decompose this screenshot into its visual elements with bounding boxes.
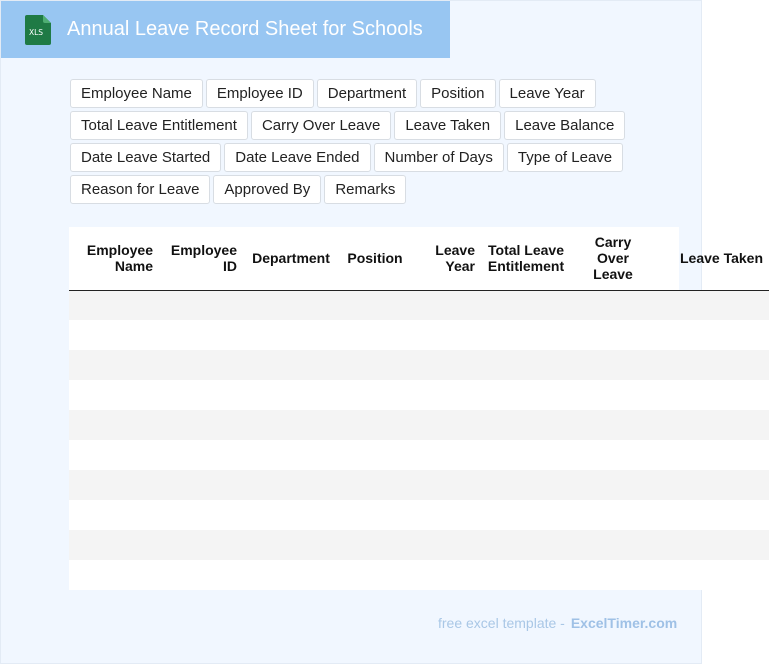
- field-chip-number-of-days[interactable]: Number of Days: [374, 143, 504, 172]
- table-cell[interactable]: [159, 350, 243, 380]
- table-cell[interactable]: [411, 500, 481, 530]
- column-header-department: Department: [243, 227, 339, 290]
- table-cell[interactable]: [159, 290, 243, 320]
- table-cell[interactable]: [411, 530, 481, 560]
- field-chip-employee-id[interactable]: Employee ID: [206, 79, 314, 108]
- field-chip-approved-by[interactable]: Approved By: [213, 175, 321, 204]
- table-cell[interactable]: [339, 380, 411, 410]
- table-cell[interactable]: [571, 440, 655, 470]
- table-row: [69, 440, 769, 470]
- xls-file-icon: [24, 15, 51, 45]
- page-title: Annual Leave Record Sheet for Schools: [67, 18, 423, 40]
- table-row: [69, 380, 769, 410]
- table-cell[interactable]: [159, 470, 243, 500]
- table-row: [69, 350, 769, 380]
- table-cell[interactable]: [411, 440, 481, 470]
- table-cell[interactable]: [243, 350, 339, 380]
- table-cell[interactable]: [571, 350, 655, 380]
- table-row: [69, 470, 769, 500]
- table-cell[interactable]: [571, 320, 655, 350]
- table-cell[interactable]: [655, 560, 769, 590]
- table-cell[interactable]: [69, 410, 159, 440]
- table-cell[interactable]: [411, 290, 481, 320]
- table-cell[interactable]: [481, 290, 571, 320]
- footer-credit: [438, 615, 677, 631]
- table-cell[interactable]: [571, 290, 655, 320]
- leave-record-table-container[interactable]: [69, 227, 763, 590]
- table-cell[interactable]: [69, 560, 159, 590]
- field-chip-list: [70, 79, 630, 204]
- table-cell[interactable]: [411, 380, 481, 410]
- table-cell[interactable]: [159, 440, 243, 470]
- table-cell[interactable]: [339, 530, 411, 560]
- xls-icon-label: XLS: [28, 28, 44, 37]
- field-chip-carry-over-leave[interactable]: Carry Over Leave: [251, 111, 391, 140]
- table-cell[interactable]: [571, 410, 655, 440]
- table-cell[interactable]: [481, 440, 571, 470]
- table-cell[interactable]: [159, 560, 243, 590]
- table-cell[interactable]: [411, 560, 481, 590]
- column-header-total-leave-entitlement: Total Leave Entitlement: [481, 227, 571, 290]
- table-cell[interactable]: [243, 290, 339, 320]
- field-chip-employee-name[interactable]: Employee Name: [70, 79, 203, 108]
- field-chip-position[interactable]: Position: [420, 79, 495, 108]
- table-cell[interactable]: [339, 320, 411, 350]
- field-chip-total-leave-entitlement[interactable]: Total Leave Entitlement: [70, 111, 248, 140]
- table-cell[interactable]: [481, 560, 571, 590]
- column-header-employee-id: Employee ID: [159, 227, 243, 290]
- table-row: [69, 530, 769, 560]
- table-cell[interactable]: [159, 410, 243, 440]
- table-cell[interactable]: [655, 470, 769, 500]
- table-cell[interactable]: [339, 500, 411, 530]
- column-header-position: Position: [339, 227, 411, 290]
- table-cell[interactable]: [411, 410, 481, 440]
- field-chip-leave-balance[interactable]: Leave Balance: [504, 111, 625, 140]
- table-header-row: [69, 227, 769, 290]
- table-cell[interactable]: [571, 500, 655, 530]
- table-cell[interactable]: [481, 530, 571, 560]
- table-cell[interactable]: [69, 530, 159, 560]
- table-cell[interactable]: [655, 410, 769, 440]
- field-chip-department[interactable]: Department: [317, 79, 417, 108]
- table-cell[interactable]: [339, 410, 411, 440]
- column-header-employee-name: Employee Name: [69, 227, 159, 290]
- table-cell[interactable]: [481, 410, 571, 440]
- table-cell[interactable]: [481, 470, 571, 500]
- field-chip-type-of-leave[interactable]: Type of Leave: [507, 143, 623, 172]
- field-chip-leave-taken[interactable]: Leave Taken: [394, 111, 501, 140]
- table-cell[interactable]: [339, 350, 411, 380]
- table-cell[interactable]: [571, 380, 655, 410]
- header-bar: [1, 1, 450, 58]
- table-row: [69, 560, 769, 590]
- table-cell[interactable]: [481, 320, 571, 350]
- table-cell[interactable]: [159, 500, 243, 530]
- table-cell[interactable]: [655, 320, 769, 350]
- table-cell[interactable]: [339, 440, 411, 470]
- table-cell[interactable]: [243, 470, 339, 500]
- table-cell[interactable]: [655, 350, 769, 380]
- table-cell[interactable]: [243, 500, 339, 530]
- table-cell[interactable]: [571, 530, 655, 560]
- table-cell[interactable]: [69, 470, 159, 500]
- table-cell[interactable]: [69, 320, 159, 350]
- table-cell[interactable]: [339, 290, 411, 320]
- field-chip-remarks[interactable]: Remarks: [324, 175, 406, 204]
- field-chip-leave-year[interactable]: Leave Year: [499, 79, 596, 108]
- table-row: [69, 500, 769, 530]
- table-row: [69, 410, 769, 440]
- table-body: [69, 290, 769, 590]
- table-cell[interactable]: [159, 320, 243, 350]
- table-cell[interactable]: [243, 380, 339, 410]
- table-cell[interactable]: [655, 380, 769, 410]
- table-cell[interactable]: [243, 560, 339, 590]
- table-cell[interactable]: [655, 500, 769, 530]
- table-cell[interactable]: [159, 380, 243, 410]
- table-cell[interactable]: [571, 470, 655, 500]
- table-cell[interactable]: [69, 440, 159, 470]
- table-cell[interactable]: [481, 350, 571, 380]
- table-cell[interactable]: [243, 530, 339, 560]
- leave-record-table: [69, 227, 769, 590]
- footer-text: free excel template -: [438, 615, 565, 631]
- table-cell[interactable]: [69, 290, 159, 320]
- table-cell[interactable]: [69, 380, 159, 410]
- field-chip-reason-for-leave[interactable]: Reason for Leave: [70, 175, 210, 204]
- field-chip-date-leave-ended[interactable]: Date Leave Ended: [224, 143, 370, 172]
- table-cell[interactable]: [339, 470, 411, 500]
- table-cell[interactable]: [571, 560, 655, 590]
- table-cell[interactable]: [411, 470, 481, 500]
- table-cell[interactable]: [655, 290, 769, 320]
- table-cell[interactable]: [655, 440, 769, 470]
- table-cell[interactable]: [481, 380, 571, 410]
- table-cell[interactable]: [411, 350, 481, 380]
- table-row: [69, 320, 769, 350]
- field-chip-date-leave-started[interactable]: Date Leave Started: [70, 143, 221, 172]
- table-cell[interactable]: [655, 530, 769, 560]
- table-cell[interactable]: [243, 410, 339, 440]
- column-header-carry-over-leave: Carry Over Leave: [571, 227, 655, 290]
- table-row: [69, 290, 769, 320]
- column-header-leave-year: Leave Year: [411, 227, 481, 290]
- table-cell[interactable]: [339, 560, 411, 590]
- table-cell[interactable]: [411, 320, 481, 350]
- table-cell[interactable]: [159, 530, 243, 560]
- table-cell[interactable]: [243, 440, 339, 470]
- footer-brand-link[interactable]: ExcelTimer.com: [570, 615, 678, 631]
- table-cell[interactable]: [69, 500, 159, 530]
- column-header-leave-taken: Leave Taken: [655, 227, 769, 290]
- table-cell[interactable]: [69, 350, 159, 380]
- table-cell[interactable]: [243, 320, 339, 350]
- table-cell[interactable]: [481, 500, 571, 530]
